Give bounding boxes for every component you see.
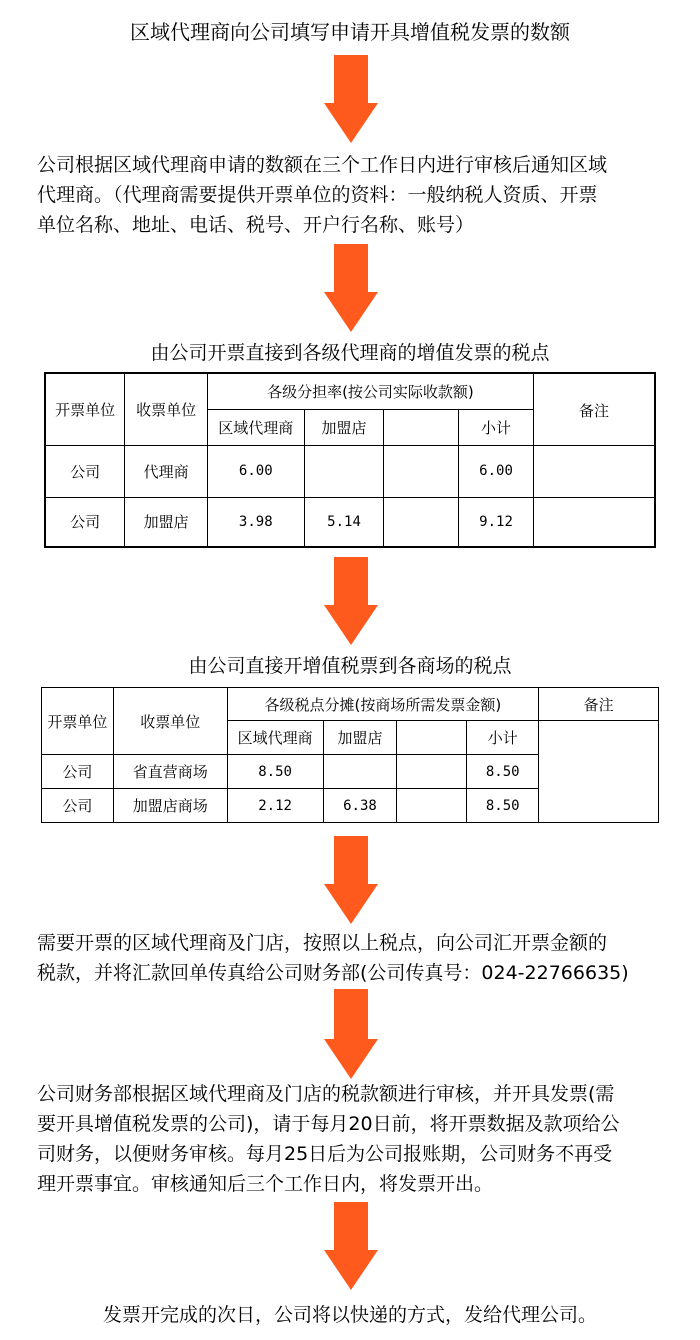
down-arrow-icon xyxy=(324,244,378,332)
header-remark: 备注 xyxy=(533,373,655,445)
step4-line: 司财务，以便财务审核。每月25日后为公司报账期，公司财务不再受 xyxy=(37,1143,613,1165)
cell-subtotal: 8.50 xyxy=(467,755,539,789)
cell-subtotal: 6.00 xyxy=(459,445,534,497)
header-issuer: 开票单位 xyxy=(42,688,114,755)
cell-regional-agent: 3.98 xyxy=(207,497,304,547)
cell-subtotal: 9.12 xyxy=(459,497,534,547)
cell-remark xyxy=(533,445,655,497)
cell-blank xyxy=(397,755,467,789)
cell-receiver: 加盟店 xyxy=(125,497,208,547)
step4-text xyxy=(37,1079,687,1199)
step3-line: 需要开票的区域代理商及门店，按照以上税点，向公司汇开票金额的 xyxy=(37,932,608,954)
cell-blank xyxy=(384,445,459,497)
cell-subtotal: 8.50 xyxy=(467,789,539,823)
cell-franchise: 5.14 xyxy=(304,497,384,547)
table-row xyxy=(45,497,655,547)
header-issuer: 开票单位 xyxy=(45,373,125,445)
header-regional-agent: 区域代理商 xyxy=(227,721,323,755)
cell-remark xyxy=(539,721,659,823)
step2-line: 公司根据区域代理商申请的数额在三个工作日内进行审核后通知区域 xyxy=(37,154,608,176)
cell-franchise xyxy=(304,445,384,497)
cell-regional-agent: 8.50 xyxy=(227,755,323,789)
down-arrow-icon xyxy=(324,557,378,645)
header-tax-allocation: 各级税点分摊(按商场所需发票金额) xyxy=(227,688,539,721)
header-blank xyxy=(384,409,459,445)
table1-title: 由公司开票直接到各级代理商的增值发票的税点 xyxy=(150,342,550,364)
down-arrow-icon xyxy=(324,1202,378,1290)
tax-rate-table-agents xyxy=(44,372,656,548)
cell-issuer: 公司 xyxy=(45,497,125,547)
cell-receiver: 省直营商场 xyxy=(113,755,227,789)
cell-receiver: 代理商 xyxy=(125,445,208,497)
step2-line: 单位名称、地址、电话、税号、开户行名称、账号） xyxy=(37,214,475,236)
header-remark: 备注 xyxy=(539,688,659,721)
down-arrow-icon xyxy=(324,836,378,924)
header-receiver: 收票单位 xyxy=(113,688,227,755)
header-franchise: 加盟店 xyxy=(323,721,397,755)
header-blank xyxy=(397,721,467,755)
header-franchise: 加盟店 xyxy=(304,409,384,445)
cell-issuer: 公司 xyxy=(45,445,125,497)
cell-issuer: 公司 xyxy=(42,755,114,789)
step1-text: 区域代理商向公司填写申请开具增值税发票的数额 xyxy=(130,20,570,44)
down-arrow-icon xyxy=(324,989,378,1079)
cell-remark xyxy=(533,497,655,547)
table-row xyxy=(45,445,655,497)
cell-receiver: 加盟店商场 xyxy=(113,789,227,823)
cell-blank xyxy=(397,789,467,823)
header-subtotal: 小计 xyxy=(467,721,539,755)
cell-franchise xyxy=(323,755,397,789)
tax-rate-table-malls xyxy=(41,687,659,823)
step4-line: 要开具增值税发票的公司)，请于每月20日前，将开票数据及款项给公 xyxy=(37,1113,620,1135)
step4-line: 理开票事宜。审核通知后三个工作日内，将发票开出。 xyxy=(37,1173,494,1195)
cell-regional-agent: 2.12 xyxy=(227,789,323,823)
cell-issuer: 公司 xyxy=(42,789,114,823)
header-receiver: 收票单位 xyxy=(125,373,208,445)
step5-text: 发票开完成的次日，公司将以快递的方式，发给代理公司。 xyxy=(102,1304,597,1326)
header-subtotal: 小计 xyxy=(459,409,534,445)
table2-title: 由公司直接开增值税票到各商场的税点 xyxy=(188,655,512,677)
header-regional-agent: 区域代理商 xyxy=(207,409,304,445)
cell-regional-agent: 6.00 xyxy=(207,445,304,497)
step3-line: 税款，并将汇款回单传真给公司财务部(公司传真号：024-22766635) xyxy=(37,962,629,984)
step3-text xyxy=(37,928,687,988)
cell-blank xyxy=(384,497,459,547)
step2-line: 代理商。（代理商需要提供开票单位的资料：一般纳税人资质、开票 xyxy=(37,184,598,206)
header-share-rate: 各级分担率(按公司实际收款额) xyxy=(207,373,533,409)
step2-text xyxy=(37,150,687,240)
cell-franchise: 6.38 xyxy=(323,789,397,823)
step4-line: 公司财务部根据区域代理商及门店的税款额进行审核，并开具发票(需 xyxy=(37,1083,615,1105)
down-arrow-icon xyxy=(324,55,378,143)
